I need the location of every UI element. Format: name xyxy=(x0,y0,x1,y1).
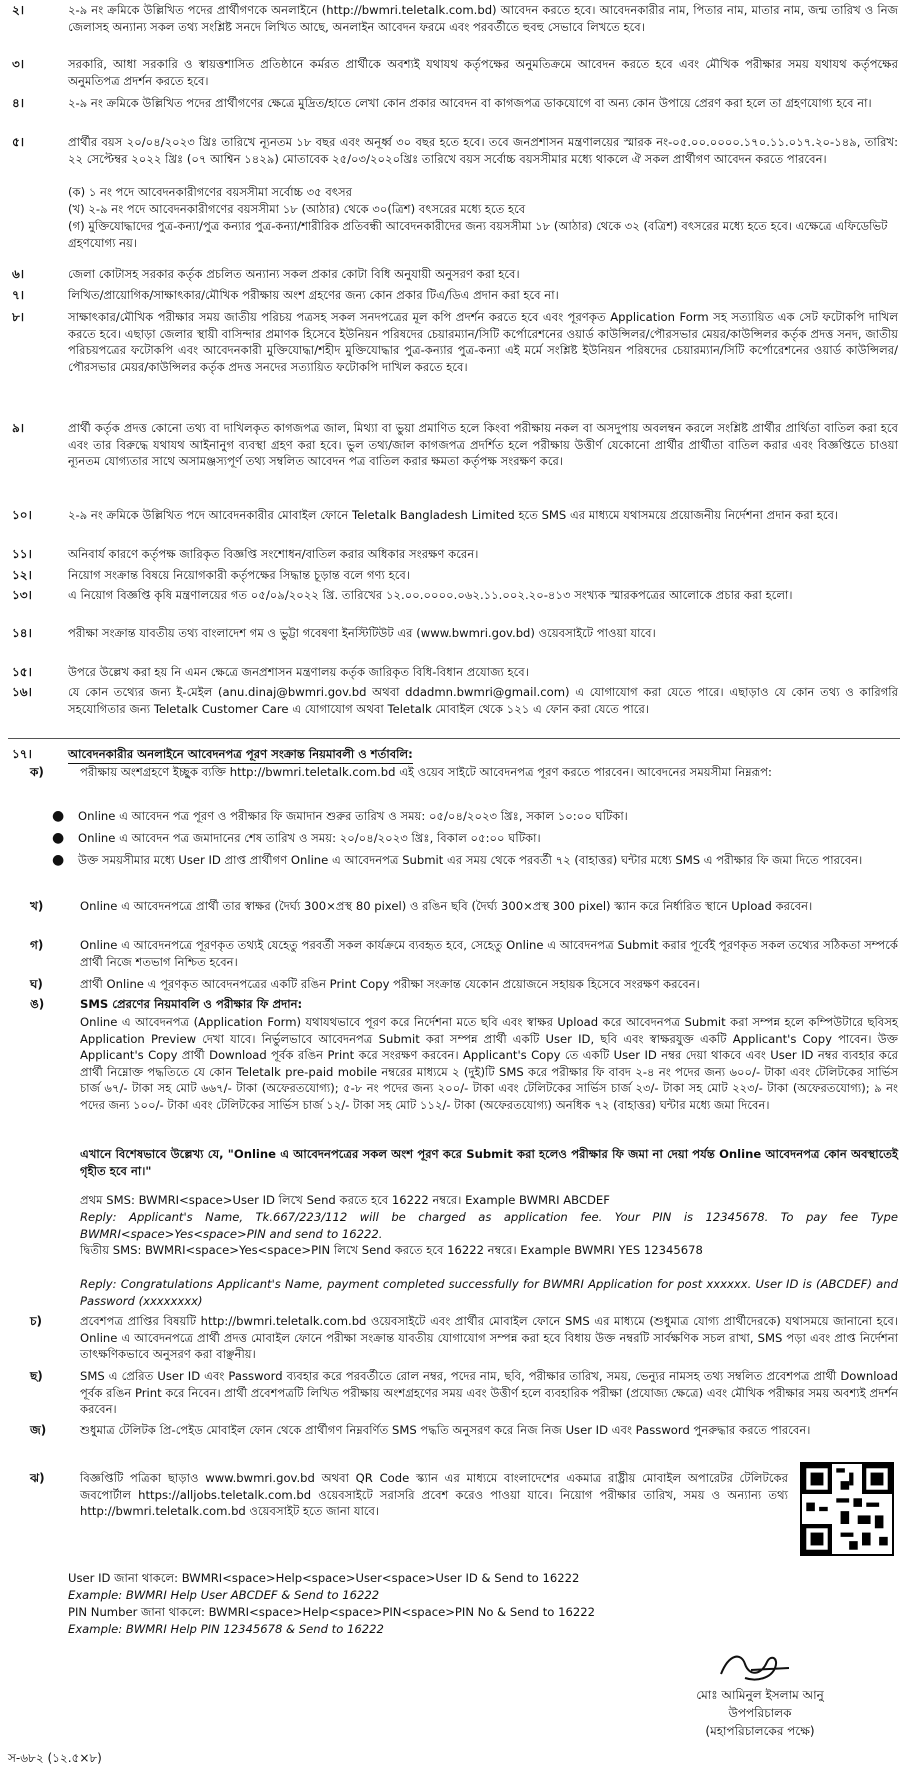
qr-code-icon xyxy=(800,1462,894,1556)
item-text: প্রার্থী কর্তৃক প্রদত্ত কোনো তথ্য বা দাখিলকৃত কাগজপত্র জাল, মিথ্যা বা ভুয়া প্রমাণিত হলে কিংবা পরীক্ষায় নকল বা অসদুপায় অবলম্বন করলে সংশ্লিষ্ট প্রার্থীর প্রার্থিতা বাতিল করা হবে এবং তার বিরুদ্ধে যথাযথ আইনানুগ ব্যবস্থা গ্রহণ করা হবে। ভুল তথ্য/জাল কাগজপত্র প্রদর্শিত হলে পরীক্ষায় উত্তীর্ণ যেকোনো প্রার্থীর প্রার্থীতা বাতিল করার এবং বিজ্ঞপ্তিতে চাওয়া ন্যূনতম যোগ্যতার সাথে অসামঞ্জস্যপূর্ণ তথ্য সম্বলিত আবেদন পত্র বাতিল করার ক্ষমতা কর্তৃপক্ষ সংরক্ষণ করে। xyxy=(68,421,898,468)
age-limit-ga: (গ) মুক্তিযোদ্ধাদের পুত্র-কন্যা/পুত্র কন্যার পুত্র-কন্যা/শারীরিক প্রতিবন্ধী আবেদনকারীদের জন্য বয়সসীমা ১৮ (আঠার) থেকে ৩২ (বত্রিশ) বৎসরের মধ্যে হতে হবে। এক্ষেত্রে এফিডেভিট গ্রহণযোগ্য নয়। xyxy=(68,219,888,250)
sub-text: Online এ আবেদনপত্রে পূরণকৃত তথ্যই যেহেতু পরবর্তী সকল কার্যক্রমে ব্যবহৃত হবে, সেহেতু Online এ আবেদনপত্র Submit করার পূর্বেই পূরণকৃত সকল তথ্যের সঠিকতা সম্পর্কে প্রার্থী নিজে শতভাগ নিশ্চিত হবেন। xyxy=(80,938,898,969)
sub-label: গ) xyxy=(30,938,44,952)
item-text: সাক্ষাৎকার/মৌখিক পরীক্ষার সময় জাতীয় পরিচয় পত্রসহ সকল সনদপত্রের মূল কপি প্রদর্শন করতে হবে এবং পূরণকৃত Application Form সহ সত্যায়িত এক সেট ফটোকপি দাখিল করতে হবে। এছাড়া জেলার স্থায়ী বাসিন্দার প্রমাণক হিসেবে ইউনিয়ন পরিষদের চেয়ারম্যান/সিটি কর্পোরেশনের ওয়ার্ড কাউন্সিলর/পৌরসভার মেয়র/কাউন্সিলর কর্তৃক প্রদত্ত সনদ, জাতীয় পরিচয়পত্রের ফটোকপি এবং আবেদনকারী মুক্তিযোদ্ধা/শহীদ মুক্তিযোদ্ধার পুত্র-কন্যার পুত্র-কন্যা এই মর্মে সংশ্লিষ্ট ইউনিয়ন পরিষদের চেয়ারম্যান/সিটি কর্পোরেশনের ওয়ার্ড কাউন্সিলর/পৌরসভার মেয়র/কাউন্সিলর কর্তৃক প্রদত্ত সনদের সত্যায়িত ফটোকপি দাখিল করতে হবে। xyxy=(68,310,898,374)
item-number: ১০। xyxy=(12,508,32,522)
signature-mark xyxy=(715,1648,795,1686)
section-17-heading: আবেদনকারীর অনলাইনে আবেদনপত্র পূরণ সংক্রান্ত নিয়মাবলী ও শর্তাবলি: xyxy=(68,746,413,764)
pin-recovery-example: Example: BWMRI Help PIN 12345678 & Send to 16222 xyxy=(68,1622,384,1636)
item-text: জেলা কোটাসহ সরকার কর্তৃক প্রচলিত অন্যান্য সকল প্রকার কোটা বিধি অনুযায়ী অনুসরণ করা হবে। xyxy=(68,267,520,281)
sub-label: ছ) xyxy=(30,1369,43,1383)
sub-text: প্রবেশপত্র প্রাপ্তির বিষয়টি http://bwmri.teletalk.com.bd ওয়েবসাইটে এবং প্রার্থীর মোবাইল ফোনে SMS এর মাধ্যমে (শুধুমাত্র যোগ্য প্রার্থীদেরকে) যথাসময়ে জানানো হবে। Online এ আবেদনপত্রে প্রার্থী প্রদত্ত মোবাইল ফোনে পরীক্ষা সংক্রান্ত যাবতীয় যোগাযোগ সম্পন্ন করা হবে বিধায় উক্ত নম্বরটি সার্বক্ষণিক সচল রাখা, SMS পড়া এবং প্রাপ্ত নির্দেশনা তাৎক্ষণিকভাবে অনুসরণ করা বাঞ্ছনীয়। xyxy=(80,1314,898,1361)
user-id-recovery: User ID জানা থাকলে: BWMRI<space>Help<space>User<space>User ID & Send to 16222 xyxy=(68,1571,580,1585)
item-number: ১১। xyxy=(12,547,32,561)
item-number: ১৪। xyxy=(12,626,32,640)
pin-recovery: PIN Number জানা থাকলে: BWMRI<space>Help<space>PIN<space>PIN No & Send to 16222 xyxy=(68,1605,595,1619)
item-number: ৮। xyxy=(12,310,25,324)
item-text: নিয়োগ সংক্রান্ত বিষয়ে নিয়োগকারী কর্তৃপক্ষের সিদ্ধান্ত চূড়ান্ত বলে গণ্য হবে। xyxy=(68,568,410,582)
footer-code: স-৬৮২ (১২.৫×৮) xyxy=(8,1751,102,1765)
sub-label: ঙ) xyxy=(30,997,45,1011)
item-number: ৩। xyxy=(12,57,25,71)
item-number: ৯। xyxy=(12,421,25,435)
item-text: উপরে উল্লেখ করা হয় নি এমন ক্ষেত্রে জনপ্রশাসন মন্ত্রণালয় কর্তৃক জারিকৃত বিধি-বিধান প্রযোজ্য হবে। xyxy=(68,665,529,679)
sub-label: ঘ) xyxy=(30,977,43,991)
item-number: ২। xyxy=(12,3,25,17)
first-sms-text: প্রথম SMS: BWMRI<space>User ID লিখে Send করতে হবে 16222 নম্বরে। Example BWMRI ABCDEF xyxy=(80,1193,610,1207)
first-sms-reply: Reply: Applicant's Name, Tk.667/223/112 will be charged as application fee. Your PIN is 12345678. To pay fee Type BWMRI<space>Yes<space>PIN and send to 16222. xyxy=(80,1210,898,1241)
second-sms-reply: Reply: Congratulations Applicant's Name, payment completed successfully for BWMRI Application for post xxxxxx. User ID is (ABCDEF) and Password (xxxxxxxx) xyxy=(80,1277,898,1308)
item-number: ১৫। xyxy=(12,665,32,679)
signatory-name: মোঃ আমিনুল ইসলাম আনু xyxy=(696,1688,824,1702)
age-limit-kha: (খ) ২-৯ নং পদে আবেদনকারীগণের বয়সসীমা ১৮ (আঠার) থেকে ৩০(ত্রিশ) বৎসরের মধ্যে হতে হবে xyxy=(68,202,526,216)
sms-fee-heading: SMS প্রেরণের নিয়মাবলি ও পরীক্ষার ফি প্রদান: xyxy=(80,997,303,1011)
bullet-icon: ● xyxy=(52,852,65,868)
sub-text: SMS এ প্রেরিত User ID এবং Password ব্যবহার করে পরবর্তীতে রোল নম্বর, পদের নাম, ছবি, পরীক্ষার তারিখ, সময়, ভেন্যুর নামসহ তথ্য সম্বলিত প্রবেশপত্র প্রার্থী Download পূর্বক রঙিন Print করে নিবেন। প্রার্থী প্রবেশপত্রটি লিখিত পরীক্ষায় অংশগ্রহণের সময় এবং উত্তীর্ণ হলে ব্যবহারিক পরীক্ষা (প্রযোজ্য ক্ষেত্রে) এবং মৌখিক পরীক্ষার সময় অবশ্যই প্রদর্শন করবেন। xyxy=(80,1369,898,1416)
item-number: ১৭। xyxy=(12,747,32,761)
section-divider xyxy=(8,738,900,739)
item-number: ৫। xyxy=(12,135,25,149)
item-number: ৪। xyxy=(12,96,25,110)
item-text: এ নিয়োগ বিজ্ঞপ্তি কৃষি মন্ত্রণালয়ের গত ০৫/০৯/২০২২ খ্রি. তারিখের ১২.০০.০০০০.০৬২.১১.০০২.২০-৪১৩ সংখ্যক স্মারকপত্রের আলোকে প্রচার করা হলো। xyxy=(68,588,793,602)
sub-text: Online এ আবেদনপত্রে প্রার্থী তার স্বাক্ষর (দৈর্ঘ্য 300×প্রস্থ 80 pixel) ও রঙিন ছবি (দৈর্ঘ্য 300×প্রস্থ 300 pixel) স্ক্যান করে নির্ধারিত স্থানে Upload করবেন। xyxy=(80,899,813,913)
fee-warning-text: এখানে বিশেষভাবে উল্লেখ্য যে, "Online এ আবেদনপত্রের সকল অংশ পূরণ করে Submit করা হলেও পরীক্ষার ফি জমা না দেয়া পর্যন্ত Online আবেদনপত্র কোন অবস্থাতেই গৃহীত হবে না।" xyxy=(80,1147,898,1178)
item-text: সরকারি, আধা সরকারি ও স্বায়ত্তশাসিত প্রতিষ্ঠানে কর্মরত প্রার্থীকে অবশ্যই যথাযথ কর্তৃপক্ষের অনুমতিক্রমে আবেদন করতে হবে এবং মৌখিক পরীক্ষার সময় যথাযথ কর্তৃপক্ষের অনুমতিপত্র প্রদর্শন করতে হবে। xyxy=(68,57,898,88)
item-text: ২-৯ নং ক্রমিকে উল্লিখিত পদে আবেদনকারীর মোবাইল ফোনে Teletalk Bangladesh Limited হতে SMS এর মাধ্যমে যথাসময়ে প্রয়োজনীয় নির্দেশনা প্রদান করা হবে। xyxy=(68,508,839,522)
signatory-behalf: (মহাপরিচালকের পক্ষে) xyxy=(705,1724,815,1738)
sub-text: বিজ্ঞপ্তিটি পত্রিকা ছাড়াও www.bwmri.gov.bd অথবা QR Code স্ক্যান এর মাধ্যমে বাংলাদেশের একমাত্র রাষ্ট্রীয় মোবাইল অপারেটর টেলিটকের জবপোর্টাল https://alljobs.teletalk.com.bd ওয়েবসাইটে সরাসরি প্রবেশ করেও পাওয়া যাবে। নিয়োগ পরীক্ষার তারিখ, সময় ও অন্যান্য তথ্য http://bwmri.teletalk.com.bd ওয়েবসাইট হতে জানা যাবে। xyxy=(80,1471,788,1518)
item-text: ২-৯ নং ক্রমিকে উল্লিখিত পদের প্রার্থীগণের ক্ষেত্রে মুদ্রিত/হাতে লেখা কোন প্রকার আবেদন বা কাগজপত্র ডাকযোগে বা অন্য কোন উপায়ে প্রেরণ করা হলে তা গ্রহণযোগ্য হবে না। xyxy=(68,96,872,110)
sub-label: জ) xyxy=(30,1423,47,1437)
bullet-icon: ● xyxy=(52,808,65,824)
bullet-text: Online এ আবেদন পত্র জমাদানের শেষ তারিখ ও সময়: ২০/০৪/২০২৩ খ্রিঃ, বিকাল ০৫:০০ ঘটিকা। xyxy=(78,831,541,845)
item-text: লিখিত/প্রায়োগিক/সাক্ষাৎকার/মৌখিক পরীক্ষায় অংশ গ্রহণের জন্য কোন প্রকার টিএ/ডিএ প্রদান করা হবে না। xyxy=(68,288,559,302)
age-limit-ka: (ক) ১ নং পদে আবেদনকারীগণের বয়সসীমা সর্বোচ্চ ৩৫ বৎসর xyxy=(68,185,353,199)
sub-text: শুধুমাত্র টেলিটক প্রি-পেইড মোবাইল ফোন থেকে প্রার্থীগণ নিম্নবর্ণিত SMS পদ্ধতি অনুসরণ করে নিজ নিজ User ID এবং Password পুনরুদ্ধার করতে পারবেন। xyxy=(80,1423,811,1437)
item-number: ১২। xyxy=(12,568,32,582)
item-text: অনিবার্য কারণে কর্তৃপক্ষ জারিকৃত বিজ্ঞপ্তি সংশোধন/বাতিল করার অধিকার সংরক্ষণ করেন। xyxy=(68,547,479,561)
signature-block xyxy=(660,1686,860,1740)
bullet-text: উক্ত সময়সীমার মধ্যে User ID প্রাপ্ত প্রার্থীগণ Online এ আবেদনপত্র Submit এর সময় থেকে পরবর্তী ৭২ (বাহাত্তর) ঘন্টার মধ্যে SMS এ পরীক্ষার ফি জমা দিতে পারবেন। xyxy=(78,853,863,867)
sms-fee-text: Online এ আবেদনপত্র (Application Form) যথাযথভাবে পূরণ করে নির্দেশনা মতে ছবি এবং স্বাক্ষর Upload করে আবেদনপত্র Submit করা সম্পন্ন হলে কম্পিউটারে ছবিসহ Application Preview দেখা যাবে। নির্ভুলভাবে আবেদনপত্র Submit করা সম্পন্ন প্রার্থী একটি User ID, ছবি এবং স্বাক্ষরযুক্ত একটি Applicant's Copy পাবেন। উক্ত Applicant's Copy প্রার্থী Download পূর্বক রঙিন Print করে সংরক্ষণ করবেন। Applicant's Copy তে একটি User ID নম্বর দেয়া থাকবে এবং User ID নম্বর ব্যবহার করে প্রার্থী নিম্নোক্ত পদ্ধতিতে যে কোন Teletalk pre-paid mobile নম্বরের মাধ্যমে ২ (দুই)টি SMS করে পরীক্ষার ফি বাবদ ২-৪ নং পদের জন্য ৬০০/- টাকা এবং টেলিটকের সার্ভিস চার্জ ৬৭/- টাকা সহ মোট ৬৬৭/- টাকা (অফেরতযোগ্য); ৫-৮ নং পদের জন্য ২০০/- টাকা এবং টেলিটকের সার্ভিস চার্জ ২৩/- টাকা সহ মোট ২২৩/- টাকা (অফেরতযোগ্য); ৯ নং পদের জন্য ১০০/- টাকা এবং টেলিটকের সার্ভিস চার্জ ১২/- টাকা সহ মোট ১১২/- টাকা (অফেরতযোগ্য) অনধিক ৭২ (বাহাত্তর) ঘন্টার মধ্যে জমা দিবেন। xyxy=(80,1015,898,1112)
item-number: ১৩। xyxy=(12,588,32,602)
signatory-title: উপপরিচালক xyxy=(728,1706,792,1720)
item-number: ১৬। xyxy=(12,685,32,699)
sub-label: চ) xyxy=(30,1314,42,1328)
item-text: যে কোন তথ্যের জন্য ই-মেইল (anu.dinaj@bwmri.gov.bd অথবা ddadmn.bwmri@gmail.com) এ যোগাযোগ করা যেতে পারে। এছাড়াও যে কোন তথ্য ও কারিগরি সহযোগিতার জন্য Teletalk Customer Care এ যোগাযোগ অথবা Teletalk মোবাইল থেকে ১২১ এ ফোন করা যেতে পারে। xyxy=(68,685,898,716)
item-text: পরীক্ষা সংক্রান্ত যাবতীয় তথ্য বাংলাদেশ গম ও ভুট্টা গবেষণা ইনস্টিটিউট এর (www.bwmri.gov.bd) ওয়েবসাইটে পাওয়া যাবে। xyxy=(68,626,656,640)
sub-label: ঝ) xyxy=(30,1471,45,1485)
sub-label: খ) xyxy=(30,899,44,913)
item-text: ২-৯ নং ক্রমিকে উল্লিখিত পদের প্রার্থীগণকে অনলাইনে (http://bwmri.teletalk.com.bd) আবেদন করতে হবে। আবেদনকারীর নাম, পিতার নাম, মাতার নাম, জন্ম তারিখ ও নিজ জেলাসহ অন্যান্য সকল তথ্য সংশ্লিষ্ট সনদে লিখিত আছে, অনলাইন আবেদন ফরমে এবং পরবর্তীতে হুবহু সেভাবে লিখতে হবে। xyxy=(68,3,898,34)
bullet-icon: ● xyxy=(52,830,65,846)
sub-label: ক) xyxy=(30,765,44,779)
item-number: ৬। xyxy=(12,267,25,281)
sub-text: প্রার্থী Online এ পূরণকৃত আবেদনপত্রের একটি রঙিন Print Copy পরীক্ষা সংক্রান্ত যেকোন প্রয়োজনে সহায়ক হিসেবে সংরক্ষণ করবেন। xyxy=(80,977,700,991)
user-id-recovery-example: Example: BWMRI Help User ABCDEF & Send to 16222 xyxy=(68,1588,380,1602)
sub-text: পরীক্ষায় অংশগ্রহণে ইচ্ছুক ব্যক্তি http://bwmri.teletalk.com.bd এই ওয়েব সাইটে আবেদনপত্র পূরণ করতে পারবেন। আবেদনের সময়সীমা নিম্নরূপ: xyxy=(80,765,772,779)
bullet-text: Online এ আবেদন পত্র পূরণ ও পরীক্ষার ফি জমাদান শুরুর তারিখ ও সময়: ০৫/০৪/২০২৩ খ্রিঃ, সকাল ১০:০০ ঘটিকা। xyxy=(78,809,628,823)
second-sms-text: দ্বিতীয় SMS: BWMRI<space>Yes<space>PIN লিখে Send করতে হবে 16222 নম্বরে। Example BWMRI YES 12345678 xyxy=(80,1243,703,1257)
item-text: প্রার্থীর বয়স ২০/০৪/২০২৩ খ্রিঃ তারিখে ন্যূনতম ১৮ বছর এবং অনূর্ধ্ব ৩০ বছর হতে হবে। তবে জনপ্রশাসন মন্ত্রণালয়ের স্মারক নং-০৫.০০.০০০০.১৭০.১১.০১৭.২০-১৪৯, তারিখ: ২২ সেপ্টেম্বর ২০২২ খ্রিঃ (০৭ আশ্বিন ১৪২৯) মোতাবেক ২৫/০৩/২০২০খ্রিঃ তারিখে বয়স সর্বোচ্চ বয়সসীমার মধ্যে থাকলে ঐ সকল প্রার্থীগণ আবেদন করতে পারবেন। xyxy=(68,135,898,166)
item-number: ৭। xyxy=(12,288,25,302)
